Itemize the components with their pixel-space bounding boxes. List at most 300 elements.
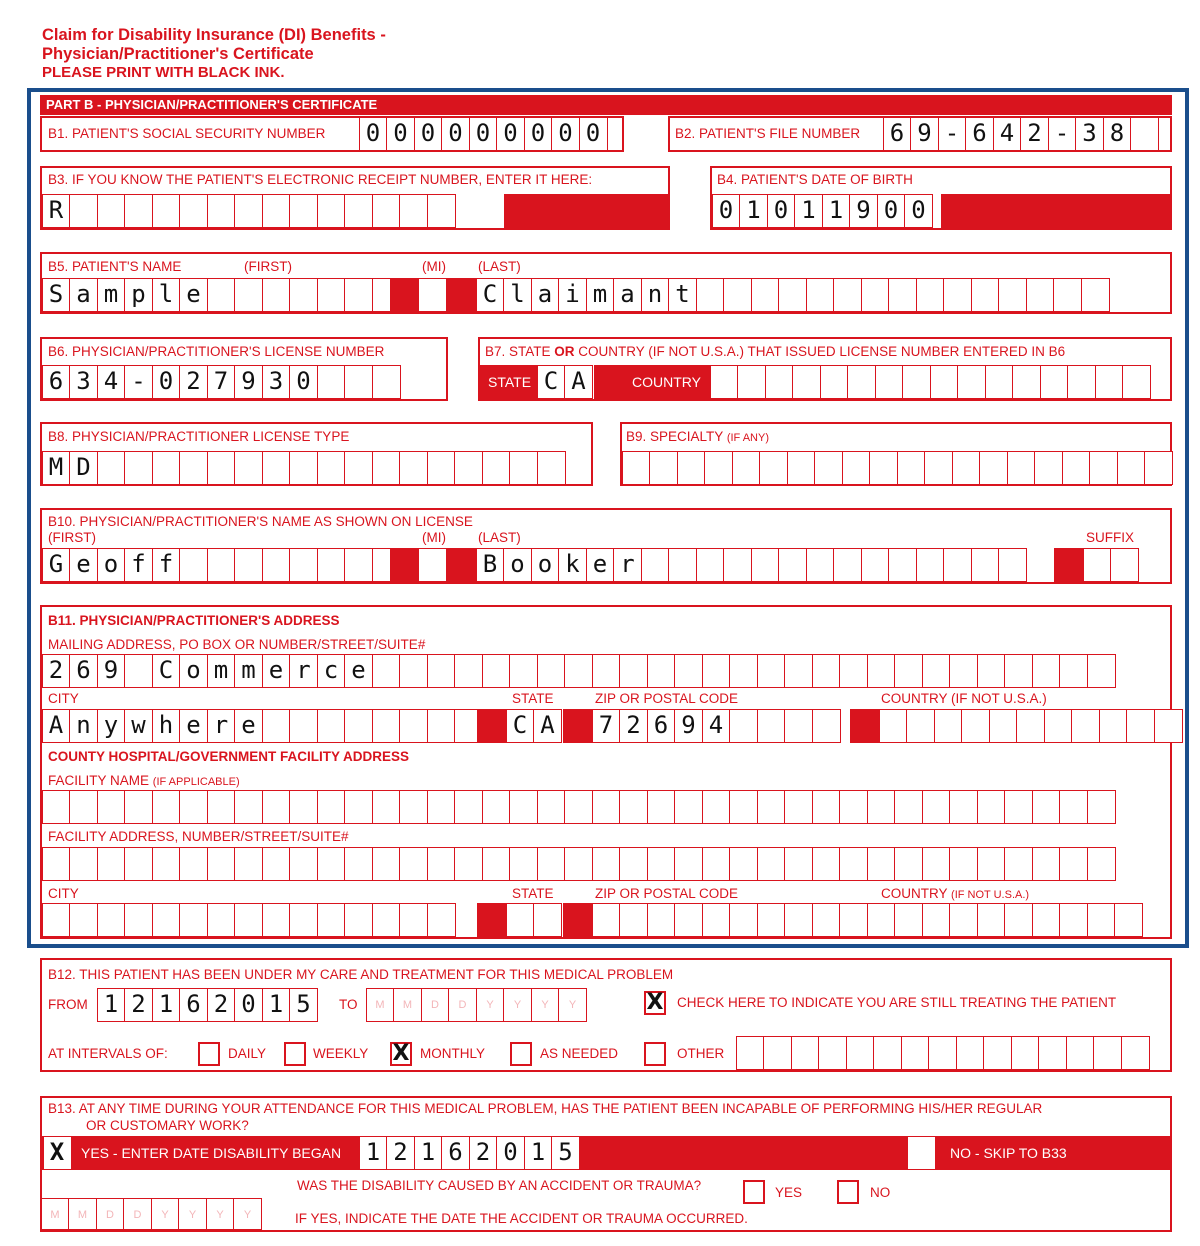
char-cell[interactable] [757,903,786,937]
char-cell[interactable] [674,654,703,688]
b13-date-cells[interactable] [360,1136,580,1170]
char-cell[interactable] [961,709,990,743]
char-cell[interactable] [179,847,208,881]
char-cell[interactable] [418,278,447,312]
char-cell[interactable]: 6 [647,709,676,743]
char-cell[interactable] [317,548,346,582]
char-cell[interactable]: r [613,548,642,582]
char-cell[interactable] [509,790,538,824]
char-cell[interactable]: 2 [619,709,648,743]
char-cell[interactable] [763,1036,792,1070]
char-cell[interactable] [723,278,752,312]
char-cell[interactable]: - [938,117,967,151]
char-cell[interactable] [778,278,807,312]
b6-license-cells[interactable] [43,365,401,399]
char-cell[interactable] [1012,365,1041,399]
char-cell[interactable] [952,451,981,485]
char-cell[interactable] [124,847,153,881]
char-cell[interactable]: 1 [739,194,768,228]
char-cell[interactable] [1004,654,1033,688]
char-cell[interactable]: 3 [69,365,98,399]
char-cell[interactable] [943,548,972,582]
char-cell[interactable]: Y [558,988,587,1022]
char-cell[interactable] [152,903,181,937]
char-cell[interactable] [812,709,841,743]
char-cell[interactable] [399,709,428,743]
char-cell[interactable] [1083,548,1112,582]
char-cell[interactable] [867,847,896,881]
char-cell[interactable] [179,790,208,824]
char-cell[interactable] [124,194,153,228]
char-cell[interactable] [533,903,562,937]
char-cell[interactable] [317,451,346,485]
char-cell[interactable] [537,790,566,824]
char-cell[interactable] [847,365,876,399]
char-cell[interactable]: l [503,278,532,312]
char-cell[interactable] [674,847,703,881]
b5-mi-cells[interactable] [419,278,447,312]
char-cell[interactable]: y [97,709,126,743]
char-cell[interactable] [729,790,758,824]
char-cell[interactable] [152,847,181,881]
b12-from-cells[interactable] [98,988,318,1022]
char-cell[interactable]: - [124,365,153,399]
char-cell[interactable] [1144,451,1173,485]
b10-first-cells[interactable] [43,548,401,582]
char-cell[interactable]: 9 [849,194,878,228]
b1-ssn-cells[interactable] [360,117,608,151]
char-cell[interactable] [509,847,538,881]
char-cell[interactable] [846,1036,875,1070]
char-cell[interactable] [867,654,896,688]
char-cell[interactable] [1034,451,1063,485]
char-cell[interactable] [647,654,676,688]
char-cell[interactable]: e [586,548,615,582]
char-cell[interactable] [262,194,291,228]
char-cell[interactable] [710,365,739,399]
char-cell[interactable] [344,847,373,881]
char-cell[interactable] [757,709,786,743]
char-cell[interactable] [619,790,648,824]
char-cell[interactable] [647,903,676,937]
char-cell[interactable] [983,1036,1012,1070]
char-cell[interactable]: 0 [877,194,906,228]
char-cell[interactable] [262,548,291,582]
char-cell[interactable] [641,548,670,582]
char-cell[interactable] [97,847,126,881]
char-cell[interactable]: r [289,654,318,688]
char-cell[interactable] [69,847,98,881]
char-cell[interactable] [702,790,731,824]
b13-yes-checkbox[interactable] [44,1136,72,1170]
char-cell[interactable] [207,847,236,881]
char-cell[interactable] [454,451,483,485]
char-cell[interactable]: l [152,278,181,312]
char-cell[interactable] [152,790,181,824]
char-cell[interactable] [1081,278,1110,312]
char-cell[interactable] [289,451,318,485]
char-cell[interactable] [399,903,428,937]
char-cell[interactable] [427,654,456,688]
char-cell[interactable] [784,903,813,937]
char-cell[interactable] [1099,709,1128,743]
char-cell[interactable] [372,194,401,228]
char-cell[interactable] [262,278,291,312]
char-cell[interactable] [234,903,263,937]
char-cell[interactable] [1053,278,1082,312]
char-cell[interactable] [619,847,648,881]
char-cell[interactable] [234,548,263,582]
char-cell[interactable] [619,654,648,688]
char-cell[interactable]: 5 [551,1136,580,1170]
char-cell[interactable]: Y [503,988,532,1022]
char-cell[interactable] [592,790,621,824]
char-cell[interactable]: M [366,988,395,1022]
b5-last-cells[interactable] [477,278,1110,312]
char-cell[interactable] [179,451,208,485]
b11-city-cells[interactable] [43,709,511,743]
char-cell[interactable] [696,278,725,312]
char-cell[interactable] [179,903,208,937]
b11-facility-cells[interactable] [43,790,1116,824]
char-cell[interactable]: e [262,654,291,688]
char-cell[interactable]: m [586,278,615,312]
char-cell[interactable]: 9 [97,654,126,688]
char-cell[interactable] [1087,903,1116,937]
char-cell[interactable]: 0 [767,194,796,228]
char-cell[interactable]: M [393,988,422,1022]
char-cell[interactable] [289,194,318,228]
char-cell[interactable] [971,278,1000,312]
char-cell[interactable] [1087,847,1116,881]
char-cell[interactable] [922,790,951,824]
char-cell[interactable] [977,847,1006,881]
char-cell[interactable] [949,903,978,937]
as-needed-checkbox[interactable] [510,1042,532,1066]
char-cell[interactable] [372,847,401,881]
b11-zip2-cells[interactable] [593,903,1143,937]
char-cell[interactable] [842,451,871,485]
char-cell[interactable] [765,365,794,399]
char-cell[interactable]: C [152,654,181,688]
char-cell[interactable]: o [97,548,126,582]
char-cell[interactable] [399,451,428,485]
char-cell[interactable]: 0 [441,117,470,151]
char-cell[interactable] [482,451,511,485]
char-cell[interactable] [704,451,733,485]
char-cell[interactable]: R [42,194,71,228]
char-cell[interactable] [234,790,263,824]
char-cell[interactable] [888,548,917,582]
char-cell[interactable] [1032,790,1061,824]
char-cell[interactable]: 0 [551,117,580,151]
char-cell[interactable] [564,654,593,688]
char-cell[interactable]: 6 [883,117,912,151]
b11-mailing-cells[interactable] [43,654,1116,688]
char-cell[interactable] [861,548,890,582]
char-cell[interactable]: e [179,278,208,312]
char-cell[interactable] [427,790,456,824]
char-cell[interactable]: C [476,278,505,312]
char-cell[interactable] [317,790,346,824]
char-cell[interactable] [839,903,868,937]
char-cell[interactable] [344,451,373,485]
char-cell[interactable]: f [152,548,181,582]
char-cell[interactable] [69,194,98,228]
b5-first-cells[interactable] [43,278,401,312]
char-cell[interactable] [344,790,373,824]
char-cell[interactable] [42,847,71,881]
char-cell[interactable] [888,278,917,312]
char-cell[interactable]: M [68,1198,97,1230]
b11-zip-cells[interactable] [593,709,841,743]
char-cell[interactable]: 1 [414,1136,443,1170]
char-cell[interactable] [729,654,758,688]
char-cell[interactable] [812,903,841,937]
char-cell[interactable] [784,709,813,743]
char-cell[interactable] [207,451,236,485]
char-cell[interactable]: A [42,709,71,743]
char-cell[interactable] [1110,548,1139,582]
char-cell[interactable] [924,451,953,485]
char-cell[interactable] [818,1036,847,1070]
char-cell[interactable] [1004,847,1033,881]
char-cell[interactable] [732,451,761,485]
char-cell[interactable] [869,451,898,485]
char-cell[interactable] [1016,709,1045,743]
char-cell[interactable] [1032,903,1061,937]
char-cell[interactable] [957,365,986,399]
other-checkbox[interactable] [644,1042,666,1066]
char-cell[interactable] [537,451,566,485]
char-cell[interactable] [509,451,538,485]
char-cell[interactable] [124,903,153,937]
char-cell[interactable]: 9 [234,365,263,399]
char-cell[interactable] [262,903,291,937]
char-cell[interactable] [897,451,926,485]
char-cell[interactable] [482,847,511,881]
char-cell[interactable]: 1 [152,988,181,1022]
char-cell[interactable] [537,654,566,688]
char-cell[interactable] [677,451,706,485]
char-cell[interactable] [998,548,1027,582]
char-cell[interactable] [344,194,373,228]
char-cell[interactable] [344,709,373,743]
char-cell[interactable] [943,278,972,312]
b13-accident-date-cells[interactable] [42,1198,262,1230]
char-cell[interactable] [427,903,456,937]
char-cell[interactable] [928,1036,957,1070]
char-cell[interactable] [737,365,766,399]
char-cell[interactable] [124,451,153,485]
char-cell[interactable] [317,709,346,743]
char-cell[interactable] [806,278,835,312]
char-cell[interactable] [1067,365,1096,399]
char-cell[interactable]: 0 [152,365,181,399]
char-cell[interactable] [833,548,862,582]
char-cell[interactable] [234,847,263,881]
b11-facility-addr-cells[interactable] [43,847,1116,881]
char-cell[interactable] [372,654,401,688]
char-cell[interactable] [619,903,648,937]
char-cell[interactable]: 0 [414,117,443,151]
char-cell[interactable] [69,903,98,937]
char-cell[interactable]: 0 [234,988,263,1022]
char-cell[interactable] [792,365,821,399]
char-cell[interactable] [97,790,126,824]
char-cell[interactable] [537,847,566,881]
char-cell[interactable] [791,1036,820,1070]
char-cell[interactable] [894,654,923,688]
char-cell[interactable] [1089,451,1118,485]
weekly-checkbox[interactable] [284,1042,306,1066]
still-treating-checkbox[interactable]: X [644,991,666,1015]
char-cell[interactable] [901,1036,930,1070]
char-cell[interactable]: e [234,709,263,743]
char-cell[interactable]: Y [206,1198,235,1230]
char-cell[interactable]: 1 [822,194,851,228]
char-cell[interactable] [262,709,291,743]
char-cell[interactable] [723,548,752,582]
char-cell[interactable] [289,847,318,881]
char-cell[interactable] [372,903,401,937]
char-cell[interactable]: 9 [910,117,939,151]
char-cell[interactable] [812,847,841,881]
char-cell[interactable] [839,847,868,881]
char-cell[interactable] [1032,847,1061,881]
char-cell[interactable]: 5 [289,988,318,1022]
char-cell[interactable] [427,451,456,485]
b3-receipt-cells[interactable] [43,194,456,228]
char-cell[interactable]: M [42,451,71,485]
char-cell[interactable] [1059,790,1088,824]
b7-country-cells[interactable] [711,365,1151,399]
char-cell[interactable]: C [506,709,535,743]
char-cell[interactable]: 7 [592,709,621,743]
char-cell[interactable] [454,654,483,688]
char-cell[interactable] [998,278,1027,312]
char-cell[interactable] [784,654,813,688]
char-cell[interactable] [179,548,208,582]
char-cell[interactable]: Y [233,1198,262,1230]
char-cell[interactable] [979,451,1008,485]
char-cell[interactable] [1011,1036,1040,1070]
char-cell[interactable] [427,847,456,881]
char-cell[interactable] [1121,1036,1150,1070]
char-cell[interactable] [930,365,959,399]
char-cell[interactable]: Y [151,1198,180,1230]
accident-no-checkbox[interactable] [837,1180,859,1204]
char-cell[interactable]: 0 [904,194,933,228]
char-cell[interactable] [592,903,621,937]
char-cell[interactable] [344,365,373,399]
char-cell[interactable]: e [179,709,208,743]
char-cell[interactable]: o [179,654,208,688]
char-cell[interactable] [372,790,401,824]
char-cell[interactable] [289,709,318,743]
char-cell[interactable] [894,903,923,937]
char-cell[interactable]: D [96,1198,125,1230]
char-cell[interactable] [806,548,835,582]
daily-checkbox[interactable] [198,1042,220,1066]
char-cell[interactable] [702,903,731,937]
char-cell[interactable] [902,365,931,399]
char-cell[interactable]: 2 [207,988,236,1022]
char-cell[interactable]: 2 [179,365,208,399]
char-cell[interactable]: Y [476,988,505,1022]
char-cell[interactable]: 2 [124,988,153,1022]
char-cell[interactable] [262,790,291,824]
char-cell[interactable] [509,654,538,688]
char-cell[interactable] [1007,451,1036,485]
char-cell[interactable] [289,548,318,582]
b12-to-cells[interactable] [367,988,587,1022]
char-cell[interactable] [751,278,780,312]
char-cell[interactable] [977,903,1006,937]
char-cell[interactable]: 0 [496,1136,525,1170]
char-cell[interactable] [812,790,841,824]
char-cell[interactable] [787,451,816,485]
char-cell[interactable]: 8 [1103,117,1132,151]
char-cell[interactable] [124,790,153,824]
char-cell[interactable]: 0 [712,194,741,228]
char-cell[interactable]: G [42,548,71,582]
char-cell[interactable] [317,847,346,881]
char-cell[interactable] [372,709,401,743]
char-cell[interactable] [778,548,807,582]
char-cell[interactable] [814,451,843,485]
char-cell[interactable]: o [503,548,532,582]
char-cell[interactable]: 0 [496,117,525,151]
char-cell[interactable] [1122,365,1151,399]
char-cell[interactable] [812,654,841,688]
char-cell[interactable] [833,278,862,312]
char-cell[interactable]: e [344,654,373,688]
char-cell[interactable] [207,790,236,824]
char-cell[interactable]: h [152,709,181,743]
char-cell[interactable] [839,790,868,824]
char-cell[interactable] [372,451,401,485]
char-cell[interactable] [418,548,447,582]
char-cell[interactable]: 3 [1075,117,1104,151]
char-cell[interactable] [1126,709,1155,743]
char-cell[interactable] [916,278,945,312]
char-cell[interactable] [839,654,868,688]
char-cell[interactable] [729,903,758,937]
char-cell[interactable] [1044,709,1073,743]
char-cell[interactable] [861,278,890,312]
b11-country-cells[interactable] [880,709,1183,743]
char-cell[interactable]: 1 [524,1136,553,1170]
char-cell[interactable] [69,790,98,824]
char-cell[interactable] [647,790,676,824]
char-cell[interactable] [622,451,651,485]
char-cell[interactable] [906,709,935,743]
char-cell[interactable] [152,451,181,485]
char-cell[interactable] [97,194,126,228]
char-cell[interactable] [1038,1036,1067,1070]
char-cell[interactable] [934,709,963,743]
char-cell[interactable] [894,790,923,824]
char-cell[interactable]: 3 [262,365,291,399]
char-cell[interactable]: A [564,365,593,399]
char-cell[interactable] [1071,709,1100,743]
char-cell[interactable]: 6 [69,654,98,688]
char-cell[interactable] [207,278,236,312]
char-cell[interactable] [949,654,978,688]
char-cell[interactable] [922,903,951,937]
char-cell[interactable]: D [421,988,450,1022]
